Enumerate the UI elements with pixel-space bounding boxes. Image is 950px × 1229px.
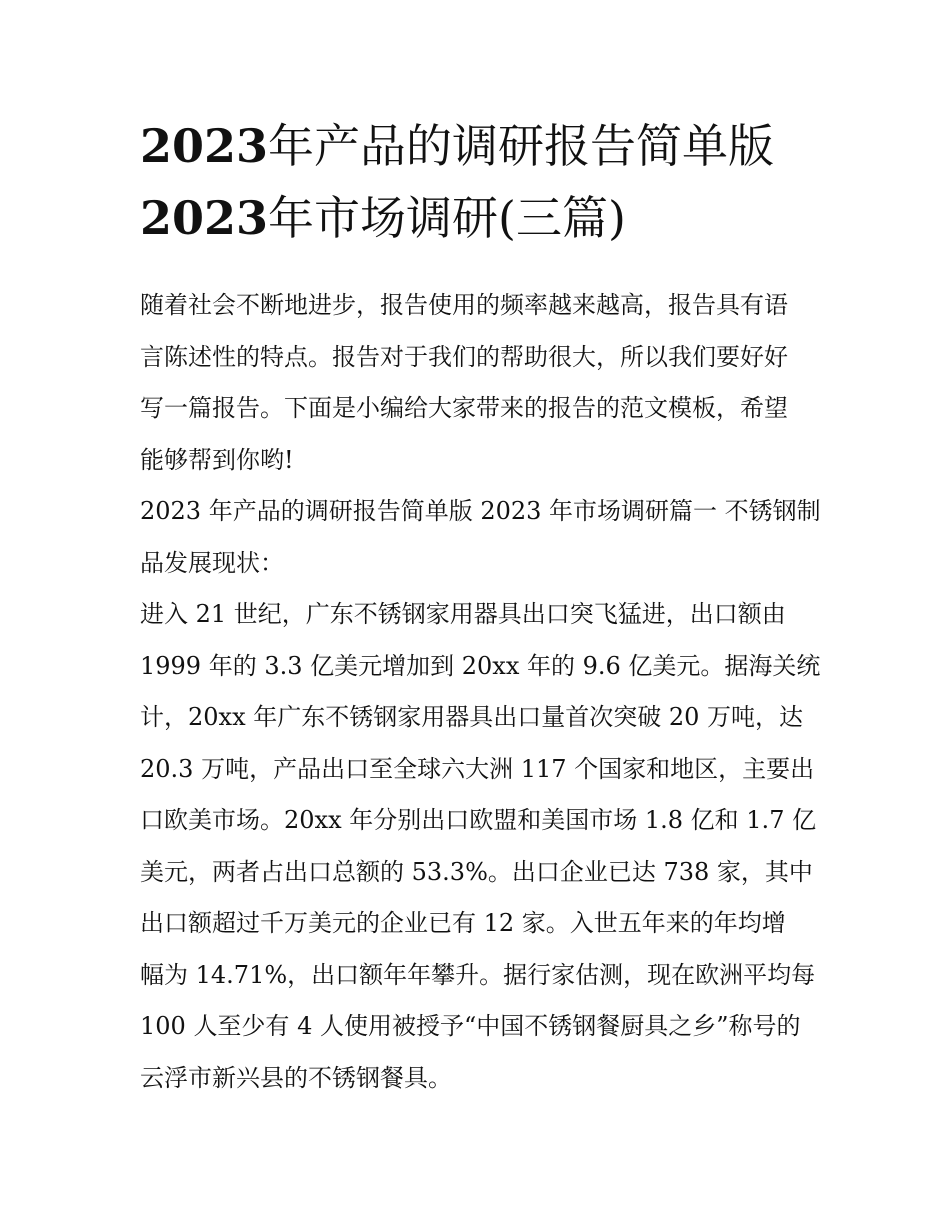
title-line-2 (140, 182, 840, 254)
body-line: 出口额超过千万美元的企业已有 12 家。入世五年来的年均增 (140, 909, 786, 937)
body-line: 写一篇报告。下面是小编给大家带来的报告的范文模板，希望 (140, 394, 788, 422)
body-line: 20.3 万吨，产品出口至全球六大洲 117 个国家和地区，主要出 (140, 754, 815, 783)
body-line: 2023 年产品的调研报告简单版 2023 年市场调研篇一 不锈钢制 (140, 497, 821, 525)
body-line: 进入 21 世纪，广东不锈钢家用器具出口突飞猛进，出口额由 (140, 600, 786, 628)
title-text-1: 年产品的调研报告简单版 (268, 119, 775, 173)
title-line-1 (140, 110, 840, 182)
body-line: 美元，两者占出口总额的 53.3%。出口企业已达 738 家，其中 (140, 857, 813, 886)
body-line: 言陈述性的特点。报告对于我们的帮助很大，所以我们要好好 (140, 342, 788, 371)
body-line: 随着社会不断地进步，报告使用的频率越来越高，报告具有语 (140, 291, 788, 319)
title-year-1: 2023 (140, 119, 269, 173)
document-body (140, 280, 820, 1104)
body-line: 口欧美市场。20xx 年分别出口欧盟和美国市场 1.8 亿和 1.7 亿 (140, 806, 817, 834)
body-line: 100 人至少有 4 人使用被授予“中国不锈钢餐厨具之乡”称号的 (140, 1012, 801, 1040)
title-text-2: 年市场调研(三篇) (268, 191, 626, 245)
title-year-2: 2023 (140, 191, 269, 245)
body-line: 能够帮到你哟! (140, 445, 294, 474)
document-title (140, 110, 840, 254)
body-line: 品发展现状： (140, 548, 284, 577)
body-line: 幅为 14.71%，出口额年年攀升。据行家估测，现在欧洲平均每 (140, 960, 816, 989)
body-line: 1999 年的 3.3 亿美元增加到 20xx 年的 9.6 亿美元。据海关统 (140, 651, 821, 680)
body-line: 云浮市新兴县的不锈钢餐具。 (140, 1063, 452, 1092)
body-line: 计，20xx 年广东不锈钢家用器具出口量首次突破 20 万吨，达 (140, 703, 804, 731)
